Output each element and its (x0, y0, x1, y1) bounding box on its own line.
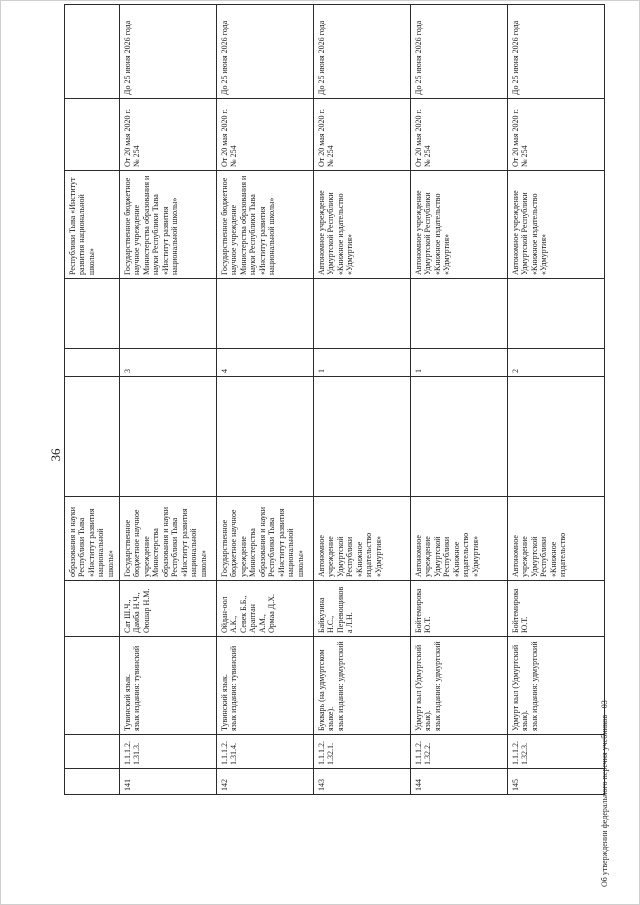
table-row-continuation (65, 5, 120, 795)
table-row (314, 5, 411, 795)
cell-term: До 25 июня 2026 года (120, 5, 217, 99)
textbook-table (64, 4, 605, 795)
footer-note: Об утверждении федерального перечня учебников - 03 (600, 700, 609, 887)
cell-title: Букварь (на удмуртском языке). язык издания: удмуртский (314, 637, 411, 735)
cell-grade: 1 (314, 349, 411, 377)
cell-term: До 25 июня 2026 года (508, 5, 605, 99)
cell-code: 1.1.1.2. 1.31.4. (217, 735, 314, 769)
cell-authors: Ойдан-оол А.К., Севек Б.Б., Араптан А.М., Ормаа Д.Х. (217, 581, 314, 637)
cell-grade: 4 (217, 349, 314, 377)
cell-authors: Сат Ш.Ч., Дамба Н.Ч., Оюшар Н.М. (120, 581, 217, 637)
cell-organization: Государственное бюджетное научное учреждение Министерства образования и науки Республики Тыва «Институт развития национальной школы» (217, 171, 314, 279)
cell-code: 1.1.1.2. 1.32.1. (314, 735, 411, 769)
cell-grade: 1 (411, 349, 508, 377)
cell-row-number: 145 (508, 769, 605, 795)
table-row (411, 5, 508, 795)
cell-code: 1.1.1.2. 1.31.3. (120, 735, 217, 769)
cell-empty (411, 279, 508, 349)
cell-authors: Бойтемирова Ю.Т. (508, 581, 605, 637)
cell-authors: Байкузина Н.С., Перевощикова Л.Н. (314, 581, 411, 637)
cell-row-number: 142 (217, 769, 314, 795)
cell-title: Тувинский язык. язык издания: тувинский (217, 637, 314, 735)
cell-empty (411, 377, 508, 497)
cell-publisher: Государственное бюджетное научное учреждение Министерства образования и науки Республики Тыва «Институт развития национальной школы» (217, 497, 314, 581)
cell-organization: Государственное бюджетное научное учреждение Министерства образования и науки Республики Тыва «Институт развития национальной школы» (120, 171, 217, 279)
cell-title: Тувинский язык. язык издания: тувинский (120, 637, 217, 735)
cell-publisher: Автономное учреждение Удмуртской Республики «Книжное издательство «Удмуртия» (411, 497, 508, 581)
cell-term: До 25 июня 2026 года (217, 5, 314, 99)
cell-empty (314, 377, 411, 497)
cell-organization: Автономное учреждение Удмуртской Республики «Книжное издательство «Удмуртия» (314, 171, 411, 279)
cell-title: Удмурт кыл (Удмуртский язык). язык издания: удмуртский (411, 637, 508, 735)
cell-publisher: Автономное учреждение Удмуртской Республики «Книжное издательство (508, 497, 605, 581)
cell-organization: Автономное учреждение Удмуртской Республики «Книжное издательство «Удмуртия» (508, 171, 605, 279)
cell-organization: Автономное учреждение Удмуртской Республики «Книжное издательство «Удмуртия» (411, 171, 508, 279)
cell-organization: Республики Тыва «Институт развития национальной школы» (65, 171, 120, 279)
cell-empty (508, 279, 605, 349)
cell-term: До 25 июня 2026 года (314, 5, 411, 99)
cell-authors: Бойтемирова Ю.Т. (411, 581, 508, 637)
cell-order: От 20 мая 2020 г. № 254 (314, 99, 411, 171)
cell-term: До 25 июня 2026 года (411, 5, 508, 99)
cell-publisher: Государственное бюджетное научное учреждение Министерства образования и науки Республики Тыва «Институт развития национальной школы» (120, 497, 217, 581)
cell-row-number: 143 (314, 769, 411, 795)
cell-empty (508, 377, 605, 497)
cell-empty (217, 279, 314, 349)
cell-order: От 20 мая 2020 г. № 254 (411, 99, 508, 171)
cell-grade: 2 (508, 349, 605, 377)
cell-order: От 20 мая 2020 г. № 254 (217, 99, 314, 171)
cell-grade: 3 (120, 349, 217, 377)
table-row (508, 5, 605, 795)
cell-title: Удмурт кыл (Удмуртский язык). язык издания: удмуртский (508, 637, 605, 735)
table-row (217, 5, 314, 795)
page-number: 36 (48, 448, 63, 462)
cell-order: От 20 мая 2020 г. № 254 (508, 99, 605, 171)
cell-row-number: 144 (411, 769, 508, 795)
cell-publisher: образования и науки Республики Тыва «Институт развития национальной школы» (65, 497, 120, 581)
cell-empty (217, 377, 314, 497)
table-row (120, 5, 217, 795)
cell-empty (314, 279, 411, 349)
cell-order: От 20 мая 2020 г. № 254 (120, 99, 217, 171)
cell-code: 1.1.1.2. 1.32.3. (508, 735, 605, 769)
cell-code: 1.1.1.2. 1.32.2. (411, 735, 508, 769)
cell-empty (120, 377, 217, 497)
cell-row-number: 141 (120, 769, 217, 795)
cell-publisher: Автономное учреждение Удмуртской Республики «Книжное издательство «Удмуртия» (314, 497, 411, 581)
cell-empty (120, 279, 217, 349)
